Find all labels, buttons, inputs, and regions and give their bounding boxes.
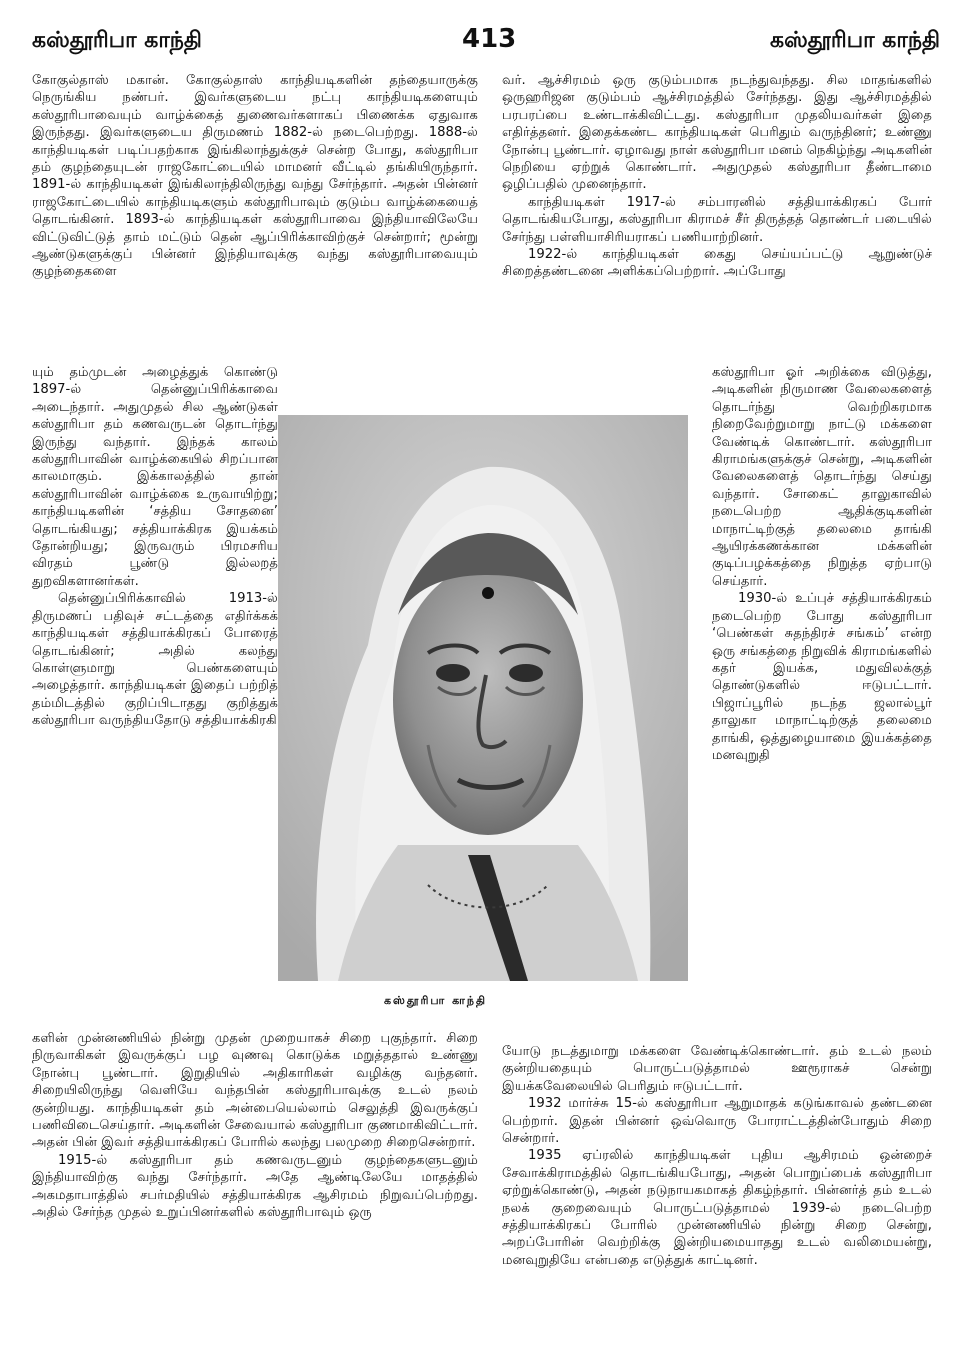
page-number: 413	[462, 24, 517, 54]
portrait-illustration	[278, 415, 688, 981]
paragraph: 1915-ல் கஸ்தூரிபா தம் கணவருடனும் குழந்தைகளுடனும் இந்தியாவிற்கு வந்து சேர்ந்தார். அதே ஆண்டிலேயே மாதத்தில் அகமதாபாத்தில் சபர்மதியில் சத்தியாக்கிரக ஆசிரமம் நிறுவப்பெற்றது. அதில் சேர்ந்த முதல் உறுப்பினர்களில் கஸ்தூரிபாவும் ஒரு	[32, 1152, 478, 1221]
paragraph: கஸ்தூரிபா ஓர் அறிக்கை விடுத்து, அடிகளின் நிருமாண வேலைகளைத் தொடர்ந்து வெற்றிகரமாக நிறைவேற்றுமாறு நாட்டு மக்களை வேண்டிக் கொண்டார். கஸ்தூரிபா கிராமங்களுக்குச் சென்று, அடிகளின் வேலைகளைத் தொடர்ந்து செய்து வந்தார். சோகைட் தாலுகாவில் நடைபெற்ற ஆதிக்குடிகளின் மாநாட்டிற்குத் தலைமை தாங்கி ஆயிரக்கணக்கான மக்களின் குடிப்பழக்கத்தை நிறுத்த ஏற்பாடு செய்தார்.	[712, 365, 932, 589]
paragraph: 1930-ல் உப்புச் சத்தியாக்கிரகம் நடைபெற்ற போது கஸ்தூரிபா ‘பெண்கள் சுதந்திரச் சங்கம்’ என்ற ஒரு சங்கத்தை நிறுவிக் கிராமங்களில் கதர் இயக்க, மதுவிலக்குத் தொண்டுகளில் ஈடுபட்டார். பிஜாப்பூரில் நடந்த ஜலால்பூர் தாலுகா மாநாட்டிற்குத் தலைமை தாங்கி, ஒத்துழையாமை இயக்கத்தை மனவுறுதி	[712, 591, 932, 763]
left-narrow-column-text	[32, 364, 278, 1014]
paragraph: 1935 ஏப்ரலில் காந்தியடிகள் புதிய ஆசிரமம் ஒன்றைச் சேவாக்கிராமத்தில் தொடங்கியபோது, அதன் பொறுப்பைக் கஸ்தூரிபா ஏற்றுக்கொண்டு, அதன் நடுநாயகமாகத் திகழ்ந்தார். பின்னர்த் தம் உடல் நலக் குறைவையும் பொருட்படுத்தாமல் 1939-ல் நடைபெற்ற சத்தியாக்கிரகப் போரில் முன்னணியில் நின்று சிறை சென்று, அறப்போரின் வெற்றிக்கு இன்றியமையாதது உடல் வலிமையன்று, மனவுறுதியே என்பதை எடுத்துக் காட்டினர்.	[502, 1148, 932, 1268]
paragraph: கோகுல்தாஸ் மகான். கோகுல்தாஸ் காந்தியடிகளின் தந்தையாருக்கு நெருங்கிய நண்பர். இவர்களுடைய நட்பு காந்தியடிகளையும் கஸ்தூரிபாவையும் வாழ்க்கைத் துணைவர்களாகப் பிணைக்க ஏதுவாக இருந்தது. இவர்களுடைய திருமணம் 1882-ல் நடைபெற்றது. 1888-ல் காந்தியடிகள் படிப்பதற்காக இங்கிலாந்துக்குச் சென்ற போது, கஸ்தூரிபா தம் குழந்தையுடன் ராஜகோட்டையில் மாமனர் வீட்டில் தங்கியிருந்தார். 1891-ல் காந்தியடிகள் இங்கிலாந்திலிருந்து வந்து சேர்ந்தார். அதன் பின்னர் ராஜகோட்டையில் காந்தியடிகளும் கஸ்தூரிபாவும் குடும்ப வாழ்க்கையைத் தொடங்கினர். 1893-ல் காந்தியடிகள் கஸ்தூரிபாவை இந்தியாவிலேயே விட்டுவிட்டுத் தாம் மட்டும் தென் ஆப்பிரிக்காவிற்குச் சென்றார்; மூன்று ஆண்டுகளுக்குப் பின்னர் இந்தியாவுக்கு வந்து கஸ்தூரிபாவையும் குழந்தைகளை	[32, 73, 478, 280]
photo-caption: கஸ்தூரிபா காந்தி	[384, 994, 487, 1007]
paragraph: காந்தியடிகள் 1917-ல் சம்பாரனில் சத்தியாக்கிரகப் போர் தொடங்கியபோது, கஸ்தூரிபா கிராமச் சீர் திருத்தத் தொண்டர் படையில் சேர்ந்து பள்ளியாசிரியராகப் பணியாற்றினர்.	[502, 194, 932, 245]
paragraph: 1922-ல் காந்தியடிகள் கைது செய்யப்பட்டு ஆறுண்டுச் சிறைத்தண்டனை அளிக்கப்பெற்றார். அப்போது	[502, 247, 932, 280]
running-title-right: கஸ்தூரிபா காந்தி	[770, 28, 940, 53]
left-column-bottom-text	[32, 1030, 478, 1350]
right-column-bottom-text	[502, 1043, 932, 1348]
running-title-left: கஸ்தூரிபா காந்தி	[32, 28, 202, 53]
left-column-top-text	[32, 72, 478, 362]
right-narrow-column-text	[712, 364, 932, 1040]
paragraph: யும் தம்முடன் அழைத்துக் கொண்டு 1897-ல் தென்னுப்பிரிக்காவை அடைந்தார். அதுமுதல் சில ஆண்டுகள் கஸ்தூரிபா தம் கணவருடன் தொடர்ந்து இருந்து வந்தார். இந்தக் காலம் கஸ்தூரிபாவின் வாழ்க்கையில் சிறப்பான காலமாகும். இக்காலத்தில் தான் கஸ்தூரிபாவின் வாழ்க்கை உருவாயிற்று; காந்தியடிகளின் ‘சத்திய சோதனை’ தொடங்கியது; சத்தியாக்கிரக இயக்கம் தோன்றியது; இருவரும் பிரமசரிய விரதம் பூண்டு இல்லறத் துறவிகளானர்கள்.	[32, 365, 278, 589]
paragraph: தென்னுப்பிரிக்காவில் 1913-ல் திருமணப் பதிவுச் சட்டத்தை எதிர்க்கக் காந்தியடிகள் சத்தியாக்கிரகப் போரைத் தொடங்கினர்; அதில் கலந்து கொள்ளுமாறு பெண்களையும் அழைத்தார். காந்தியடிகள் இதைப் பற்றித் தம்மிடத்தில் குறிப்பிடாதது குறித்துக் கஸ்தூரிபா வருந்தியதோடு சத்தியாக்கிரகி	[32, 591, 278, 729]
paragraph: வர். ஆச்சிரமம் ஒரு குடும்பமாக நடந்துவந்தது. சில மாதங்களில் ஒருஹரிஜன குடும்பம் ஆச்சிரமத்தில் சேர்ந்தது. இது ஆச்சிரமத்தில் பரபரப்பை உண்டாக்கிவிட்டது. கஸ்தூரிபா முதலியவர்கள் இதை எதிர்த்தனர். இதைக்கண்ட காந்தியடிகள் பெரிதும் வருந்தினர்; உண்ணு நோன்பு பூண்டார். ஏழாவது நாள் கஸ்தூரிபா மனம் நெகிழ்ந்து அடிகளின் நெறியை ஏற்றுக் கொண்டார். அதுமுதல் கஸ்தூரிபா தீண்டாமை ஒழிப்பதில் முனைந்தார்.	[502, 73, 932, 193]
paragraph: யோடு நடத்துமாறு மக்களை வேண்டிக்கொண்டார். தம் உடல் நலம் குன்றியதையும் பொருட்படுத்தாமல் ஊரூராகச் சென்று இயக்கவேலையில் பெரிதும் ஈடுபட்டார்.	[502, 1044, 932, 1094]
paragraph: 1932 மார்ச்சு 15-ல் கஸ்தூரிபா ஆறுமாதக் கடுங்காவல் தண்டனை பெற்றார். இதன் பின்னர் ஒவ்வொரு போராட்டத்தின்போதும் சிறை சென்றார்.	[502, 1096, 932, 1147]
right-column-top-text	[502, 72, 932, 380]
portrait-photo	[278, 415, 688, 981]
paragraph: களின் முன்னணியில் நின்று முதன் முறையாகச் சிறை புகுந்தார். சிறை நிருவாகிகள் இவருக்குப் பழ வுணவு கொடுக்க மறுத்ததால் உண்ணு நோன்பு பூண்டார். இறுதியில் அதிகாரிகள் வழிக்கு வந்தனர். சிறையிலிருந்து வெளியே வந்தபின் கஸ்தூரிபாவுக்கு உடல் நலம் குன்றியது. காந்தியடிகள் தம் அன்பையெல்லாம் செலுத்தி இவருக்குப் பணிவிடைசெய்தார். அடிகளின் சேவையால் கஸ்தூரிபா குணமாகிவிட்டார். அதன் பின் இவர் சத்தியாக்கிரகப் போரில் கலந்து பலமுறை சிறைசென்றார்.	[32, 1031, 478, 1151]
